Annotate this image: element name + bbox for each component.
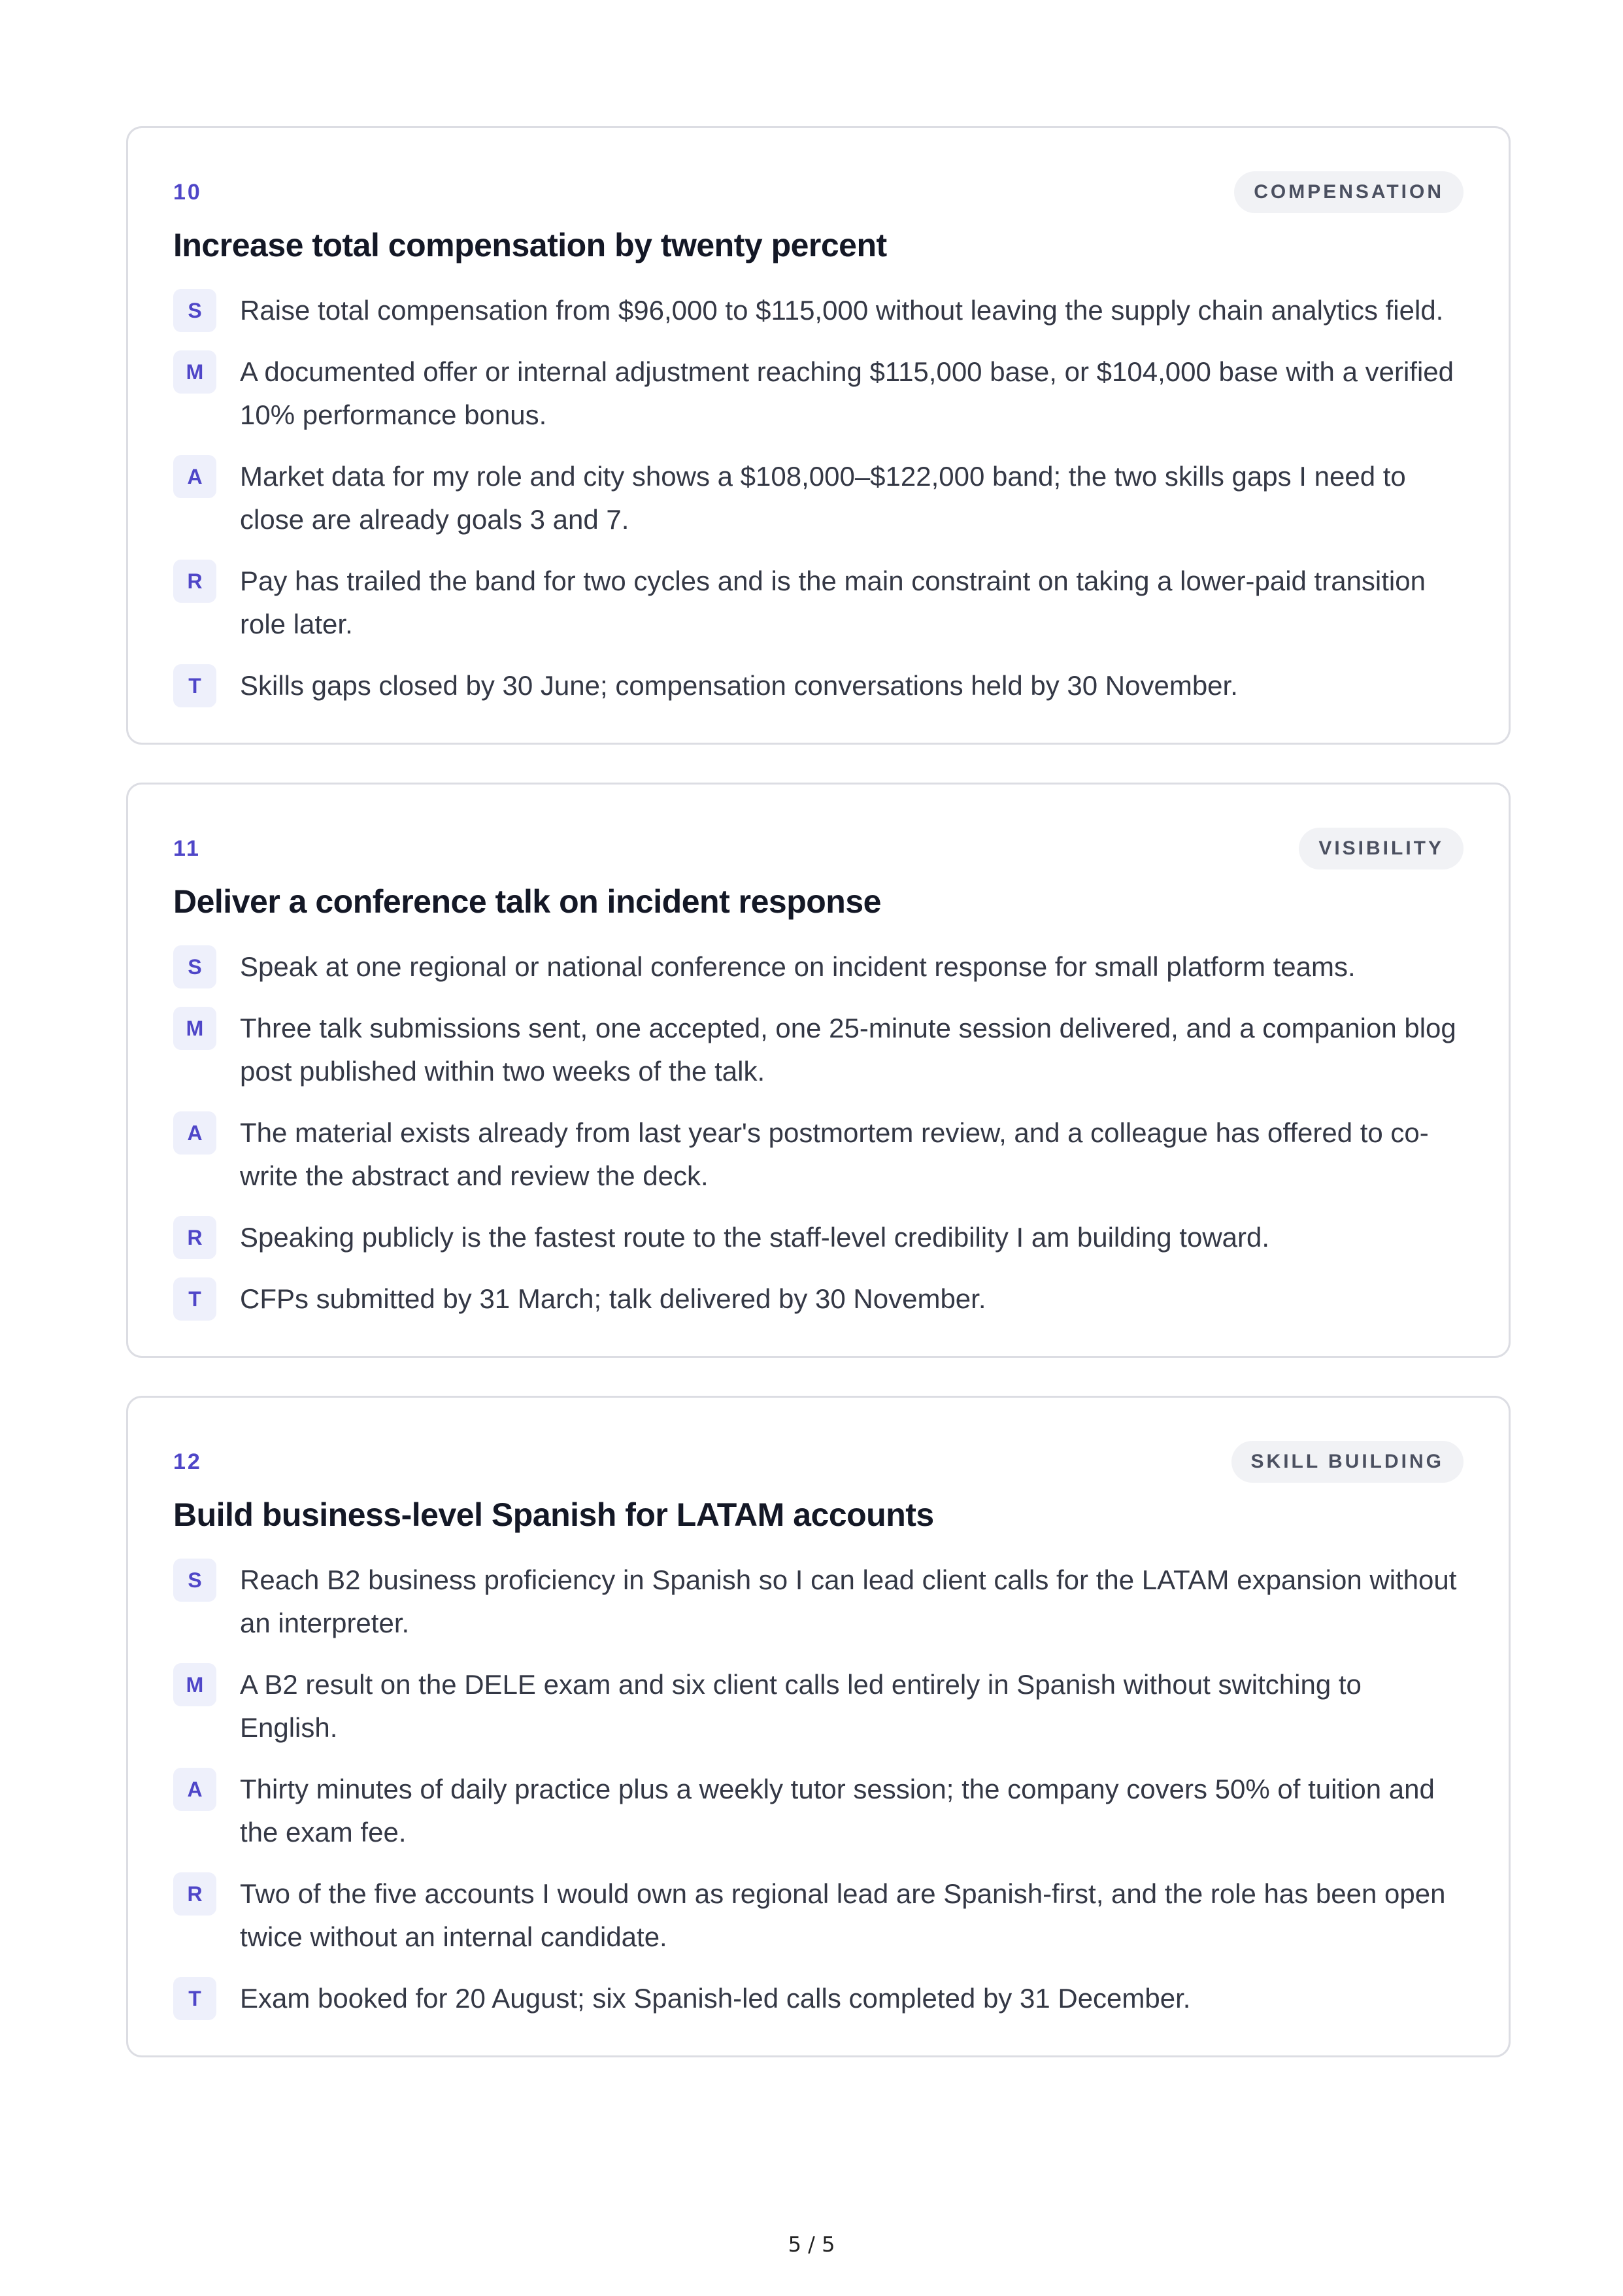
- smart-row-text: The material exists already from last year's postmortem review, and a colleague has offered to co-write the abstract and review the deck.: [240, 1117, 1429, 1191]
- smart-letter-badge: S: [173, 945, 216, 988]
- smart-row-specific: [173, 945, 1464, 988]
- goal-category-tag: SKILL BUILDING: [1231, 1441, 1464, 1483]
- smart-row-achievable: [173, 455, 1464, 541]
- smart-letter-badge: S: [173, 1559, 216, 1602]
- smart-row-time-bound: [173, 1977, 1464, 2020]
- goal-card: [126, 783, 1511, 1358]
- goal-card-header: [173, 1441, 1464, 1483]
- goal-number: 11: [173, 836, 201, 861]
- smart-letter-badge: M: [173, 1007, 216, 1050]
- goal-card: [126, 1396, 1511, 2057]
- smart-criteria-list: [173, 1559, 1464, 2020]
- smart-row-text: Reach B2 business proficiency in Spanish so I can lead client calls for the LATAM expansion without an interpreter.: [240, 1564, 1457, 1638]
- smart-row-text: Skills gaps closed by 30 June; compensation conversations held by 30 November.: [240, 670, 1238, 701]
- goal-number: 12: [173, 1449, 202, 1474]
- smart-letter-badge: M: [173, 350, 216, 394]
- smart-letter-badge: R: [173, 560, 216, 603]
- smart-row-measurable: [173, 350, 1464, 437]
- smart-row-relevant: [173, 1872, 1464, 1959]
- goal-card-header: [173, 171, 1464, 213]
- smart-row-text: Market data for my role and city shows a $108,000–$122,000 band; the two skills gaps I need to close are already goals 3 and 7.: [240, 461, 1406, 535]
- smart-letter-badge: R: [173, 1216, 216, 1259]
- smart-letter-badge: A: [173, 455, 216, 498]
- smart-letter-badge: M: [173, 1663, 216, 1706]
- goal-card-header: [173, 828, 1464, 869]
- smart-row-relevant: [173, 1216, 1464, 1259]
- smart-row-text: Three talk submissions sent, one accepted, one 25-minute session delivered, and a companion blog post published within two weeks of the talk.: [240, 1013, 1456, 1087]
- smart-row-text: Pay has trailed the band for two cycles and is the main constraint on taking a lower-paid transition role later.: [240, 566, 1426, 639]
- smart-letter-badge: S: [173, 289, 216, 332]
- smart-row-text: Exam booked for 20 August; six Spanish-led calls completed by 31 December.: [240, 1983, 1191, 2014]
- goal-card: [126, 126, 1511, 745]
- goal-category-tag: VISIBILITY: [1299, 828, 1464, 869]
- smart-row-text: A B2 result on the DELE exam and six client calls led entirely in Spanish without switching to English.: [240, 1669, 1362, 1743]
- smart-criteria-list: [173, 289, 1464, 707]
- smart-row-specific: [173, 289, 1464, 332]
- smart-row-text: A documented offer or internal adjustment reaching $115,000 base, or $104,000 base with a verified 10% performance bonus.: [240, 356, 1454, 430]
- smart-row-text: CFPs submitted by 31 March; talk delivered by 30 November.: [240, 1283, 986, 1314]
- smart-criteria-list: [173, 945, 1464, 1321]
- goal-number: 10: [173, 179, 202, 205]
- page-number: 5 / 5: [788, 2232, 835, 2257]
- smart-letter-badge: A: [173, 1111, 216, 1155]
- smart-row-specific: [173, 1559, 1464, 1645]
- smart-row-time-bound: [173, 664, 1464, 707]
- goals-page: [126, 126, 1511, 2095]
- goal-category-tag: COMPENSATION: [1234, 171, 1464, 213]
- goal-title: Increase total compensation by twenty percent: [173, 227, 887, 263]
- smart-letter-badge: T: [173, 664, 216, 707]
- smart-row-measurable: [173, 1663, 1464, 1749]
- smart-letter-badge: T: [173, 1977, 216, 2020]
- smart-row-text: Thirty minutes of daily practice plus a weekly tutor session; the company covers 50% of tuition and the exam fee.: [240, 1774, 1435, 1848]
- goal-title: Deliver a conference talk on incident response: [173, 883, 881, 920]
- smart-row-text: Speak at one regional or national conference on incident response for small platform teams.: [240, 951, 1356, 982]
- goal-title: Build business-level Spanish for LATAM accounts: [173, 1496, 934, 1533]
- smart-row-text: Two of the five accounts I would own as regional lead are Spanish-first, and the role has been open twice without an internal candidate.: [240, 1878, 1446, 1952]
- smart-row-text: Speaking publicly is the fastest route to the staff-level credibility I am building toward.: [240, 1222, 1270, 1253]
- smart-row-measurable: [173, 1007, 1464, 1093]
- smart-row-achievable: [173, 1768, 1464, 1854]
- smart-row-achievable: [173, 1111, 1464, 1198]
- smart-letter-badge: T: [173, 1277, 216, 1321]
- smart-letter-badge: A: [173, 1768, 216, 1811]
- smart-row-text: Raise total compensation from $96,000 to $115,000 without leaving the supply chain analytics field.: [240, 295, 1444, 326]
- smart-row-time-bound: [173, 1277, 1464, 1321]
- smart-letter-badge: R: [173, 1872, 216, 1916]
- smart-row-relevant: [173, 560, 1464, 646]
